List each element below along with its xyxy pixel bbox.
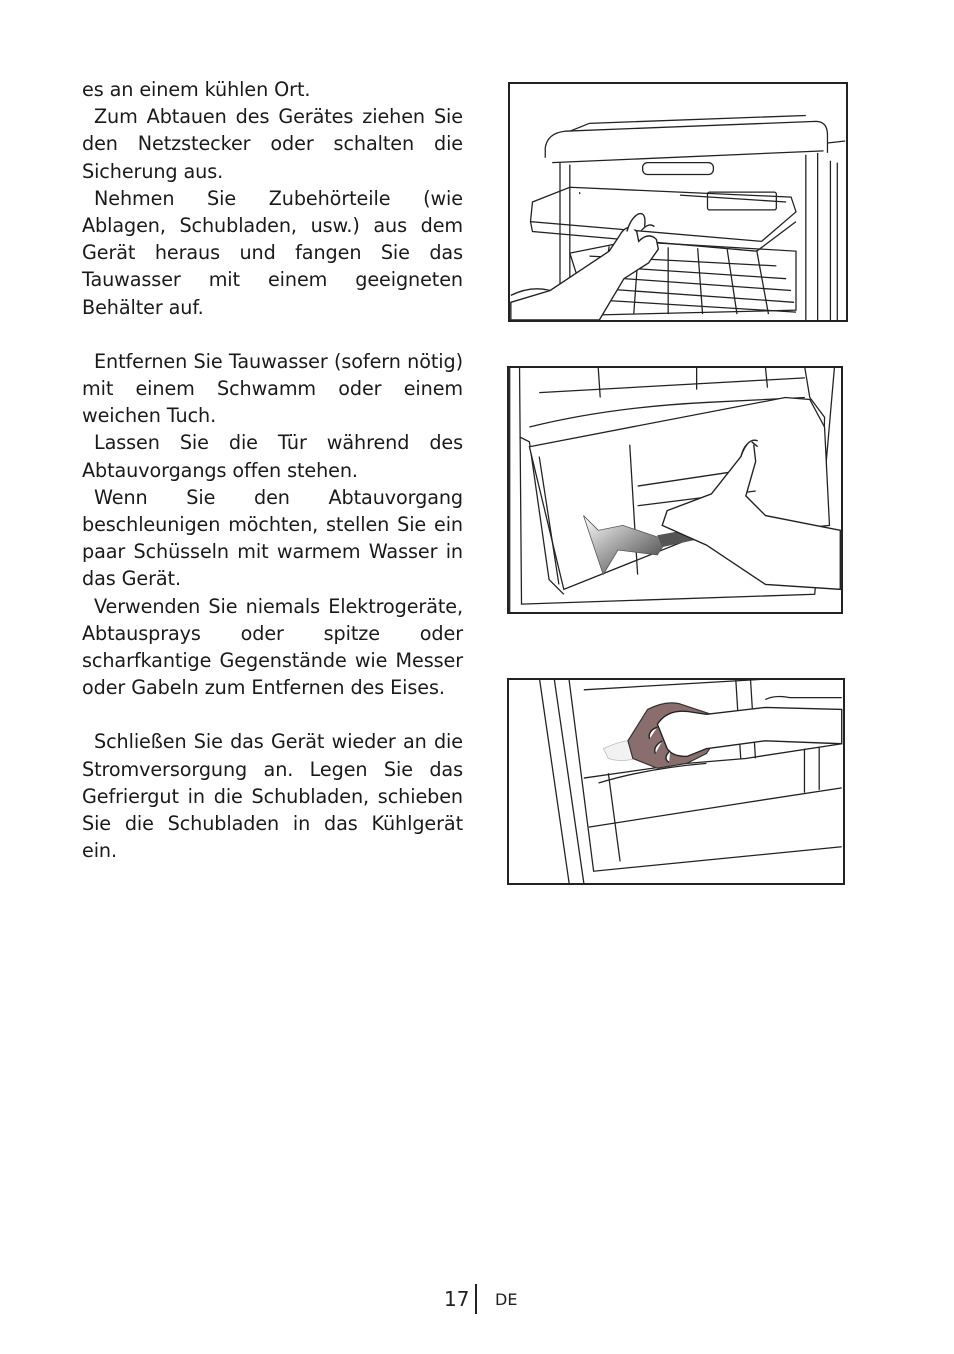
paragraph-group-3 [82, 728, 463, 864]
paragraph: es an einem kühlen Ort. [82, 78, 311, 101]
drawer-removal-drawing [509, 368, 841, 612]
paragraph-group-1 [82, 76, 463, 321]
footer-divider [475, 1284, 477, 1314]
paragraph: Lassen Sie die Tür während des Abtauvorgangs offen stehen. [82, 431, 463, 482]
language-code: DE [495, 1290, 518, 1309]
page-footer [0, 1284, 954, 1318]
illustration-remove-shelf [508, 82, 848, 322]
illustration-wipe-interior [507, 678, 845, 885]
paragraph: Entfernen Sie Tauwasser (sofern nötig) mit einem Schwamm oder einem weichen Tuch. [82, 349, 463, 428]
page-number: 17 [444, 1287, 470, 1311]
wiping-cloth-drawing [509, 680, 843, 883]
paragraph: Wenn Sie den Abtauvorgang beschleunigen möchten, stellen Sie ein paar Schüsseln mit warmem Wasser in das Gerät. [82, 485, 463, 591]
paragraph: Zum Abtauen des Gerätes ziehen Sie den Netzstecker oder schalten die Sicherung aus. [82, 105, 463, 183]
illustration-pull-drawer [507, 366, 843, 614]
paragraph: Nehmen Sie Zubehörteile (wie Ablagen, Schubladen, usw.) aus dem Gerät heraus und fangen Sie das Tauwasser mit einem geeigneten Behälter auf. [82, 186, 463, 319]
paragraph: Schließen Sie das Gerät wieder an die Stromversorgung an. Legen Sie das Gefriergut in die Schubladen, schieben Sie die Schubladen in das Kühlgerät ein. [82, 730, 463, 863]
freezer-shelf-drawing [510, 84, 846, 320]
paragraph: Verwenden Sie niemals Elektrogeräte, Abtausprays oder spitze oder scharfkantige Gegenstände wie Messer oder Gabeln zum Entfernen des Eises. [82, 594, 463, 700]
body-text [82, 76, 463, 864]
paragraph-group-2 [82, 348, 463, 702]
